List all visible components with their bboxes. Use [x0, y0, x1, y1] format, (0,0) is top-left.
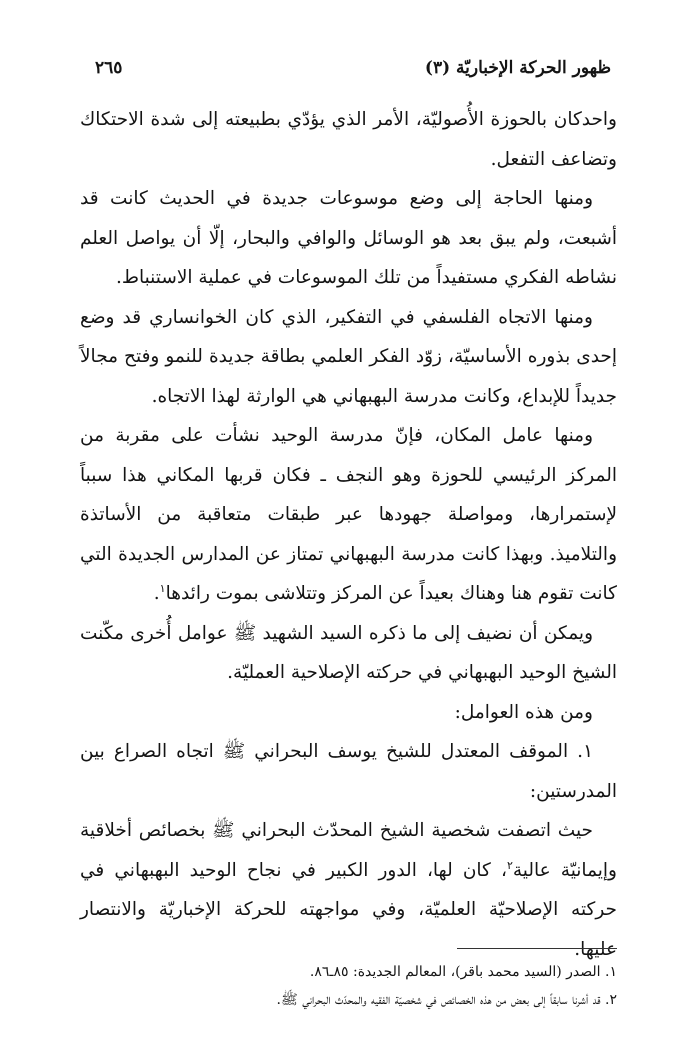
paragraph-text: ومنها عامل المكان، فإنّ مدرسة الوحيد نشأت على مقربة من المركز الرئيسي للحوزة وهو النجف ـ فكان قربها المكاني هذا سبباً لإستمرارها، ومواصلة جهودها عبر طبقات متعاقبة من الأساتذة والتلاميذ. وبهذا كانت مدرسة البهبهاني تمتاز عن المدارس الجديدة التي كانت تقوم هنا وهناك بعيداً عن المركز وتتلاشى بموت رائدها	[80, 425, 617, 604]
paragraph: ومن هذه العوامل:	[454, 701, 593, 723]
paragraph: ومنها عامل المكان، فإنّ مدرسة الوحيد نشأت على مقربة من المركز الرئيسي للحوزة وهو النجف ـ فكان قربها المكاني هذا سبباً لإستمرارها، ومواصلة جهودها عبر طبقات متعاقبة من الأساتذة والتلاميذ. وبهذا كانت مدرسة البهبهاني تمتاز عن المدارس الجديدة التي كانت تقوم هنا وهناك بعيداً عن المركز وتتلاشى بموت رائدها$^١$.	[80, 425, 617, 604]
paragraph: واحدكان بالحوزة الأُصوليّة، الأمر الذي يؤدّي بطبيعته إلى شدة الاحتكاك وتضاعف التفعل.	[80, 109, 617, 170]
paragraph: ومنها الاتجاه الفلسفي في التفكير، الذي كان الخوانساري قد وضع إحدى بذوره الأساسيّة، زوّد الفكر العلمي بطاقة جديدة للنمو وفتح مجالاً جديداً للإبداع، وكانت مدرسة البهبهاني هي الوارثة لهذا الاتجاه.	[80, 306, 617, 407]
paragraph: ويمكن أن نضيف إلى ما ذكره السيد الشهيد ﷺ عوامل أُخرى مكّنت الشيخ الوحيد البهبهاني في حركته الإصلاحية العمليّة.	[80, 622, 617, 683]
paragraph-text: حيث اتصفت شخصية الشيخ المحدّث البحراني ﷺ بخصائص أخلاقية وإيمانيّة عالية	[80, 820, 617, 881]
paragraph-text: ، كان لها، الدور الكبير في نجاح الوحيد البهبهاني في حركته الإصلاحيّة العلميّة، وفي مواجهته للحركة الإخباريّة والانتصار عليها.	[80, 859, 617, 960]
page-number: ٢٦٥	[95, 58, 123, 78]
list-item-heading: ١. الموقف المعتدل للشيخ يوسف البحراني ﷺ اتجاه الصراع بين المدرستين:	[80, 741, 617, 802]
footnote-divider	[457, 948, 617, 949]
page-header	[95, 58, 611, 88]
running-title: ظهور الحركة الإخباريّة (٣)	[424, 58, 611, 78]
footnote-ref[interactable]: ٢	[506, 858, 513, 872]
paragraph: ومنها الحاجة إلى وضع موسوعات جديدة في الحديث كانت قد أشبعت، ولم يبق بعد هو الوسائل والوافي والبحار، إلّا أن يواصل العلم نشاطه الفكري مستفيداً من تلك الموسوعات في عملية الاستنباط.	[80, 188, 617, 288]
main-text	[80, 100, 617, 969]
footnote: ١. الصدر (السيد محمد باقر)، المعالم الجديدة: ٨٥ـ٨٦.	[309, 964, 617, 980]
footnotes	[80, 958, 617, 1014]
paragraph	[80, 811, 617, 969]
footnote-ref[interactable]: ١	[159, 581, 166, 595]
footnote: ٢. قد أشرنا سابقاً إلى بعض من هذه الخصائص في شخصيّة الفقيه والمحدّث البحراني ﷺ.	[276, 992, 617, 1008]
